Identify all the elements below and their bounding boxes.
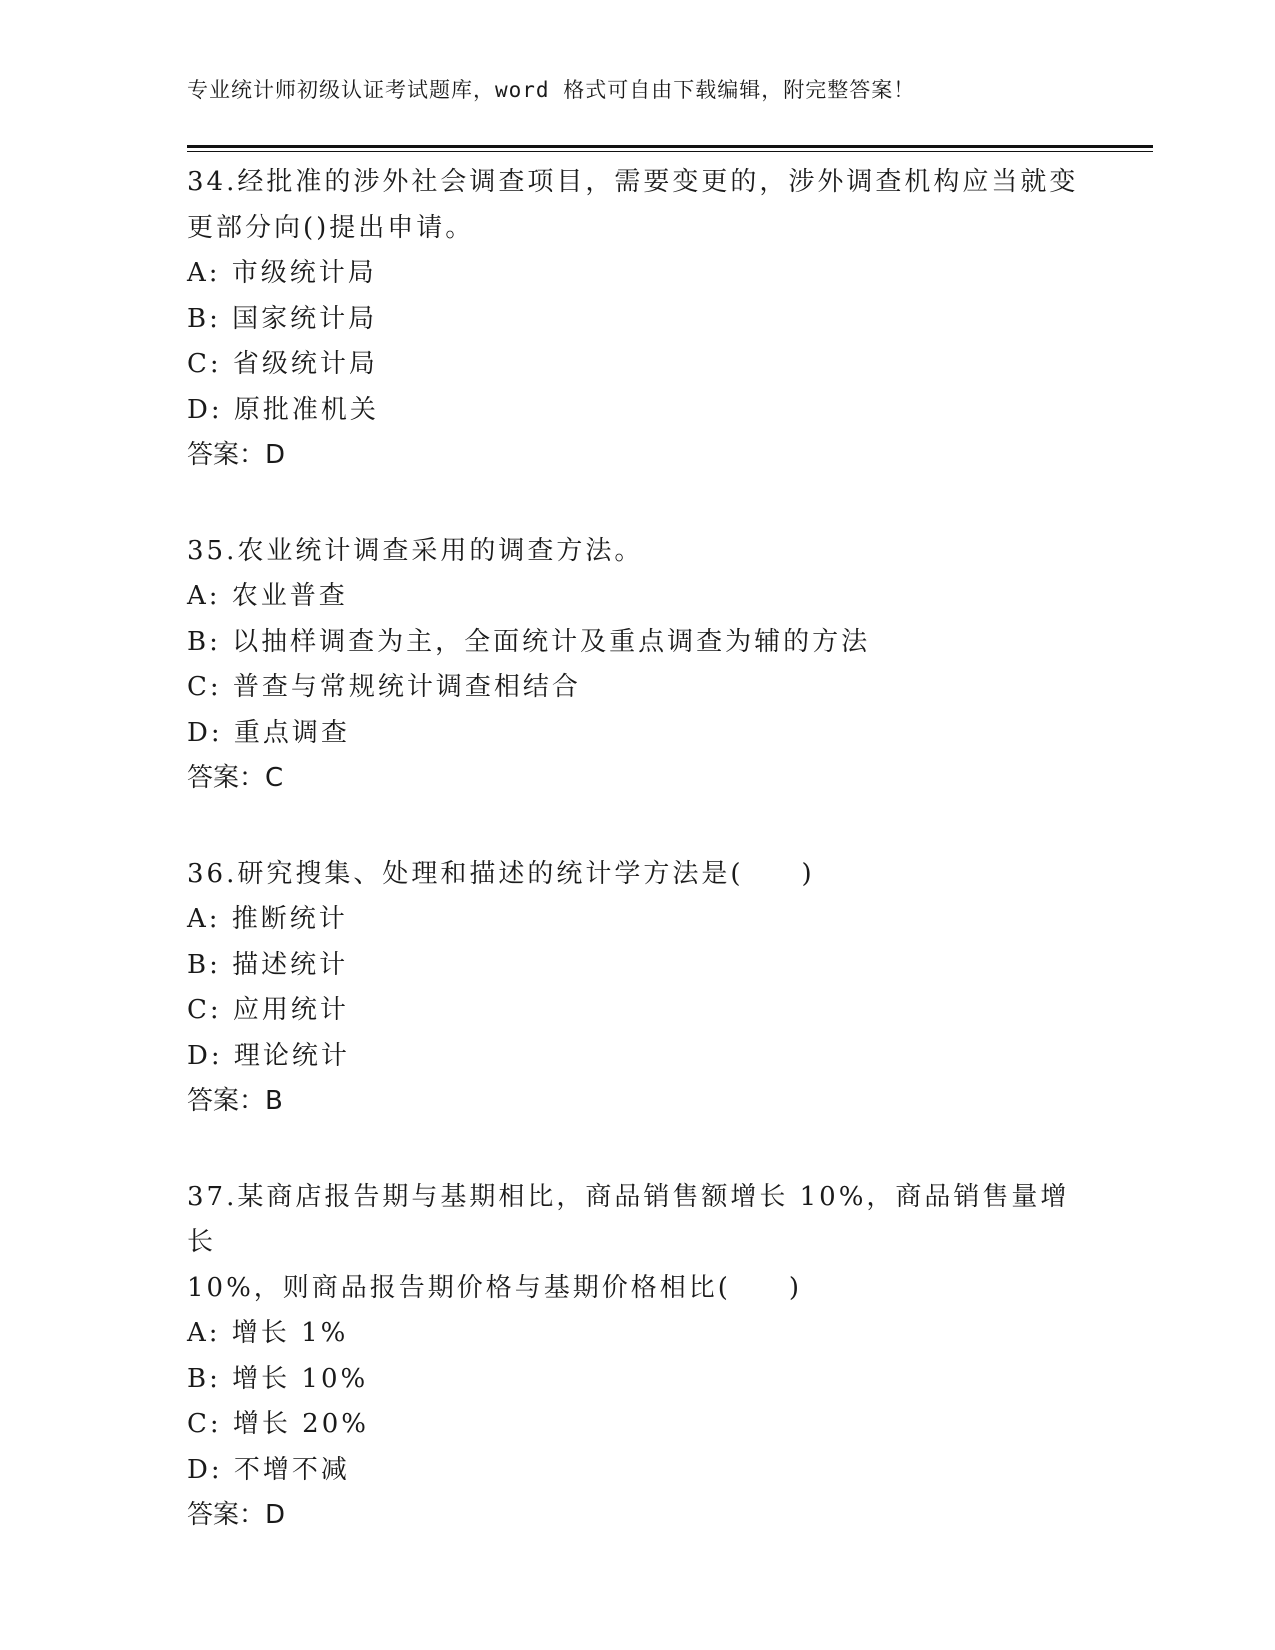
option-b: B: 增长 10%: [187, 1363, 369, 1394]
question-stem-line: 34.经批准的涉外社会调查项目，需要变更的，涉外调查机构应当就变: [187, 167, 1079, 197]
option-b: B: 以抽样调查为主，全面统计及重点调查为辅的方法: [187, 626, 871, 657]
question-35: [187, 529, 1087, 802]
question-stem-line: 35.农业统计调查采用的调查方法。: [187, 535, 644, 566]
answer-line: 答案：C: [187, 763, 284, 793]
question-36: [187, 852, 1087, 1125]
question-37: [187, 1175, 1087, 1539]
question-stem-line: 37.某商店报告期与基期相比，商品销售额增长 10%，商品销售量增长: [187, 1181, 1070, 1257]
answer-line: 答案：D: [187, 440, 286, 470]
page-header: 专业统计师初级认证考试题库，word 格式可自由下载编辑，附完整答案！: [187, 78, 916, 102]
header-rule-thick: [187, 145, 1153, 148]
question-stem-line: 10%，则商品报告期价格与基期价格相比( ): [187, 1272, 803, 1303]
question-list: [187, 160, 1087, 1589]
option-d: D: 理论统计: [187, 1040, 350, 1071]
question-stem-line: 36.研究搜集、处理和描述的统计学方法是( ): [187, 858, 815, 889]
answer-line: 答案：D: [187, 1500, 286, 1530]
option-c: C: 增长 20%: [187, 1409, 369, 1439]
option-c: C: 省级统计局: [187, 349, 378, 379]
option-a: A: 增长 1%: [187, 1318, 349, 1348]
option-c: C: 普查与常规统计调查相结合: [187, 672, 581, 702]
option-a: A: 农业普查: [187, 581, 348, 611]
question-34: [187, 160, 1087, 479]
option-d: D: 重点调查: [187, 717, 350, 748]
option-c: C: 应用统计: [187, 995, 349, 1025]
option-b: B: 描述统计: [187, 949, 349, 980]
question-stem-line: 更部分向()提出申请。: [187, 212, 475, 243]
header-rule-thin: [187, 151, 1153, 152]
option-a: A: 市级统计局: [187, 258, 377, 288]
answer-line: 答案：B: [187, 1086, 283, 1116]
option-d: D: 原批准机关: [187, 394, 379, 425]
option-b: B: 国家统计局: [187, 303, 378, 334]
option-d: D: 不增不减: [187, 1454, 350, 1485]
option-a: A: 推断统计: [187, 904, 348, 934]
